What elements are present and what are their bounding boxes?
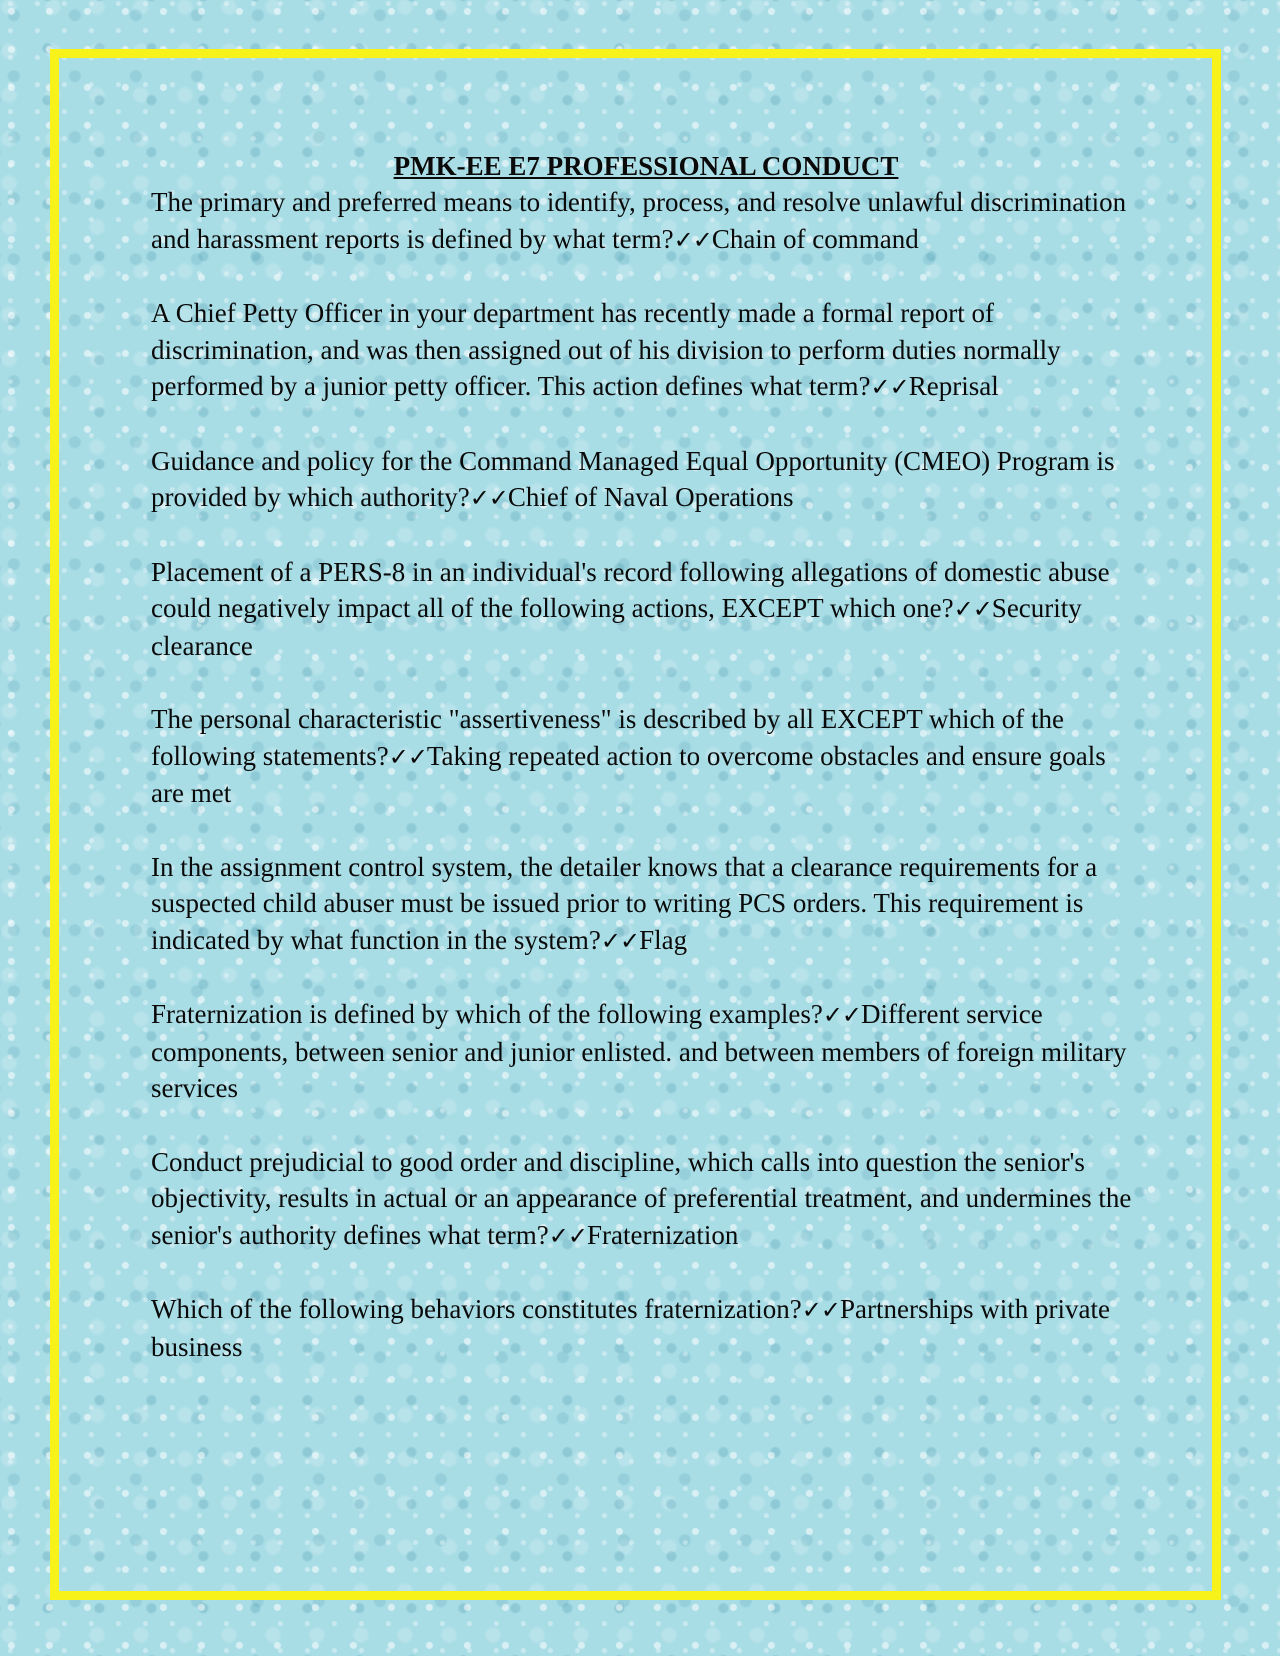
qa-item [151, 1144, 1141, 1255]
check-mark-icon: ✓✓ [953, 595, 992, 623]
answer-text: Different service components, between senior and junior enlisted. and between members of foreign military services [151, 999, 1127, 1103]
question-text: Fraternization is defined by which of the following examples? [151, 999, 823, 1029]
check-mark-icon: ✓✓ [822, 1001, 862, 1029]
answer-text: Security clearance [151, 593, 1082, 661]
check-mark-icon: ✓✓ [548, 1221, 587, 1250]
question-text: Guidance and policy for the Command Managed Equal Opportunity (CMEO) Program is provided by which authority? [151, 445, 1115, 512]
qa-item [151, 1291, 1141, 1365]
answer-text: Chief of Naval Operations [507, 482, 794, 512]
qa-item [151, 554, 1141, 665]
document-title: PMK-EE E7 PROFESSIONAL CONDUCT [393, 151, 899, 181]
qa-item [151, 701, 1141, 812]
question-text: Placement of a PERS-8 in an individual's record following allegations of domestic abuse could negatively impact all of the following actions, EXCEPT which one? [151, 556, 1110, 623]
answer-text: Reprisal [908, 371, 999, 401]
answer-text: Flag [639, 924, 688, 955]
check-mark-icon: ✓✓ [600, 926, 640, 955]
answer-text: Partnerships with private business [151, 1294, 1110, 1362]
document-body [151, 148, 1141, 1402]
qa-item [151, 996, 1141, 1107]
qa-item [151, 443, 1141, 517]
check-mark-icon: ✓✓ [469, 484, 508, 512]
question-text: Which of the following behaviors constitutes fraternization? [151, 1294, 802, 1324]
question-text: In the assignment control system, the detailer knows that a clearance requirements for a suspected child abuser must be issued prior to writing PCS orders. This requirement is indicated by what function in the system? [151, 851, 1098, 955]
check-mark-icon: ✓✓ [673, 225, 712, 254]
answer-text: Chain of command [711, 223, 919, 254]
question-text: The primary and preferred means to identify, process, and resolve unlawful discrimination and harassment reports is defined by what term? [151, 187, 1127, 254]
question-text: The personal characteristic "assertiveness" is described by all EXCEPT which of the following statements? [151, 704, 1065, 771]
answer-text: Taking repeated action to overcome obstacles and ensure goals are met [151, 740, 1106, 808]
question-text: A Chief Petty Officer in your department has recently made a formal report of discrimination, and was then assigned out of his division to perform duties normally performed by a junior petty officer. This action defines what term? [151, 298, 1061, 401]
qa-item [151, 849, 1141, 960]
check-mark-icon: ✓✓ [388, 742, 427, 771]
question-text: Conduct prejudicial to good order and discipline, which calls into question the senior's objectivity, results in actual or an appearance of preferential treatment, and undermines the senior's authority defines what term? [151, 1146, 1132, 1250]
check-mark-icon: ✓✓ [801, 1296, 841, 1324]
check-mark-icon: ✓✓ [870, 373, 909, 401]
answer-text: Fraternization [586, 1219, 739, 1250]
qa-item [151, 295, 1141, 406]
qa-item [151, 184, 1141, 258]
